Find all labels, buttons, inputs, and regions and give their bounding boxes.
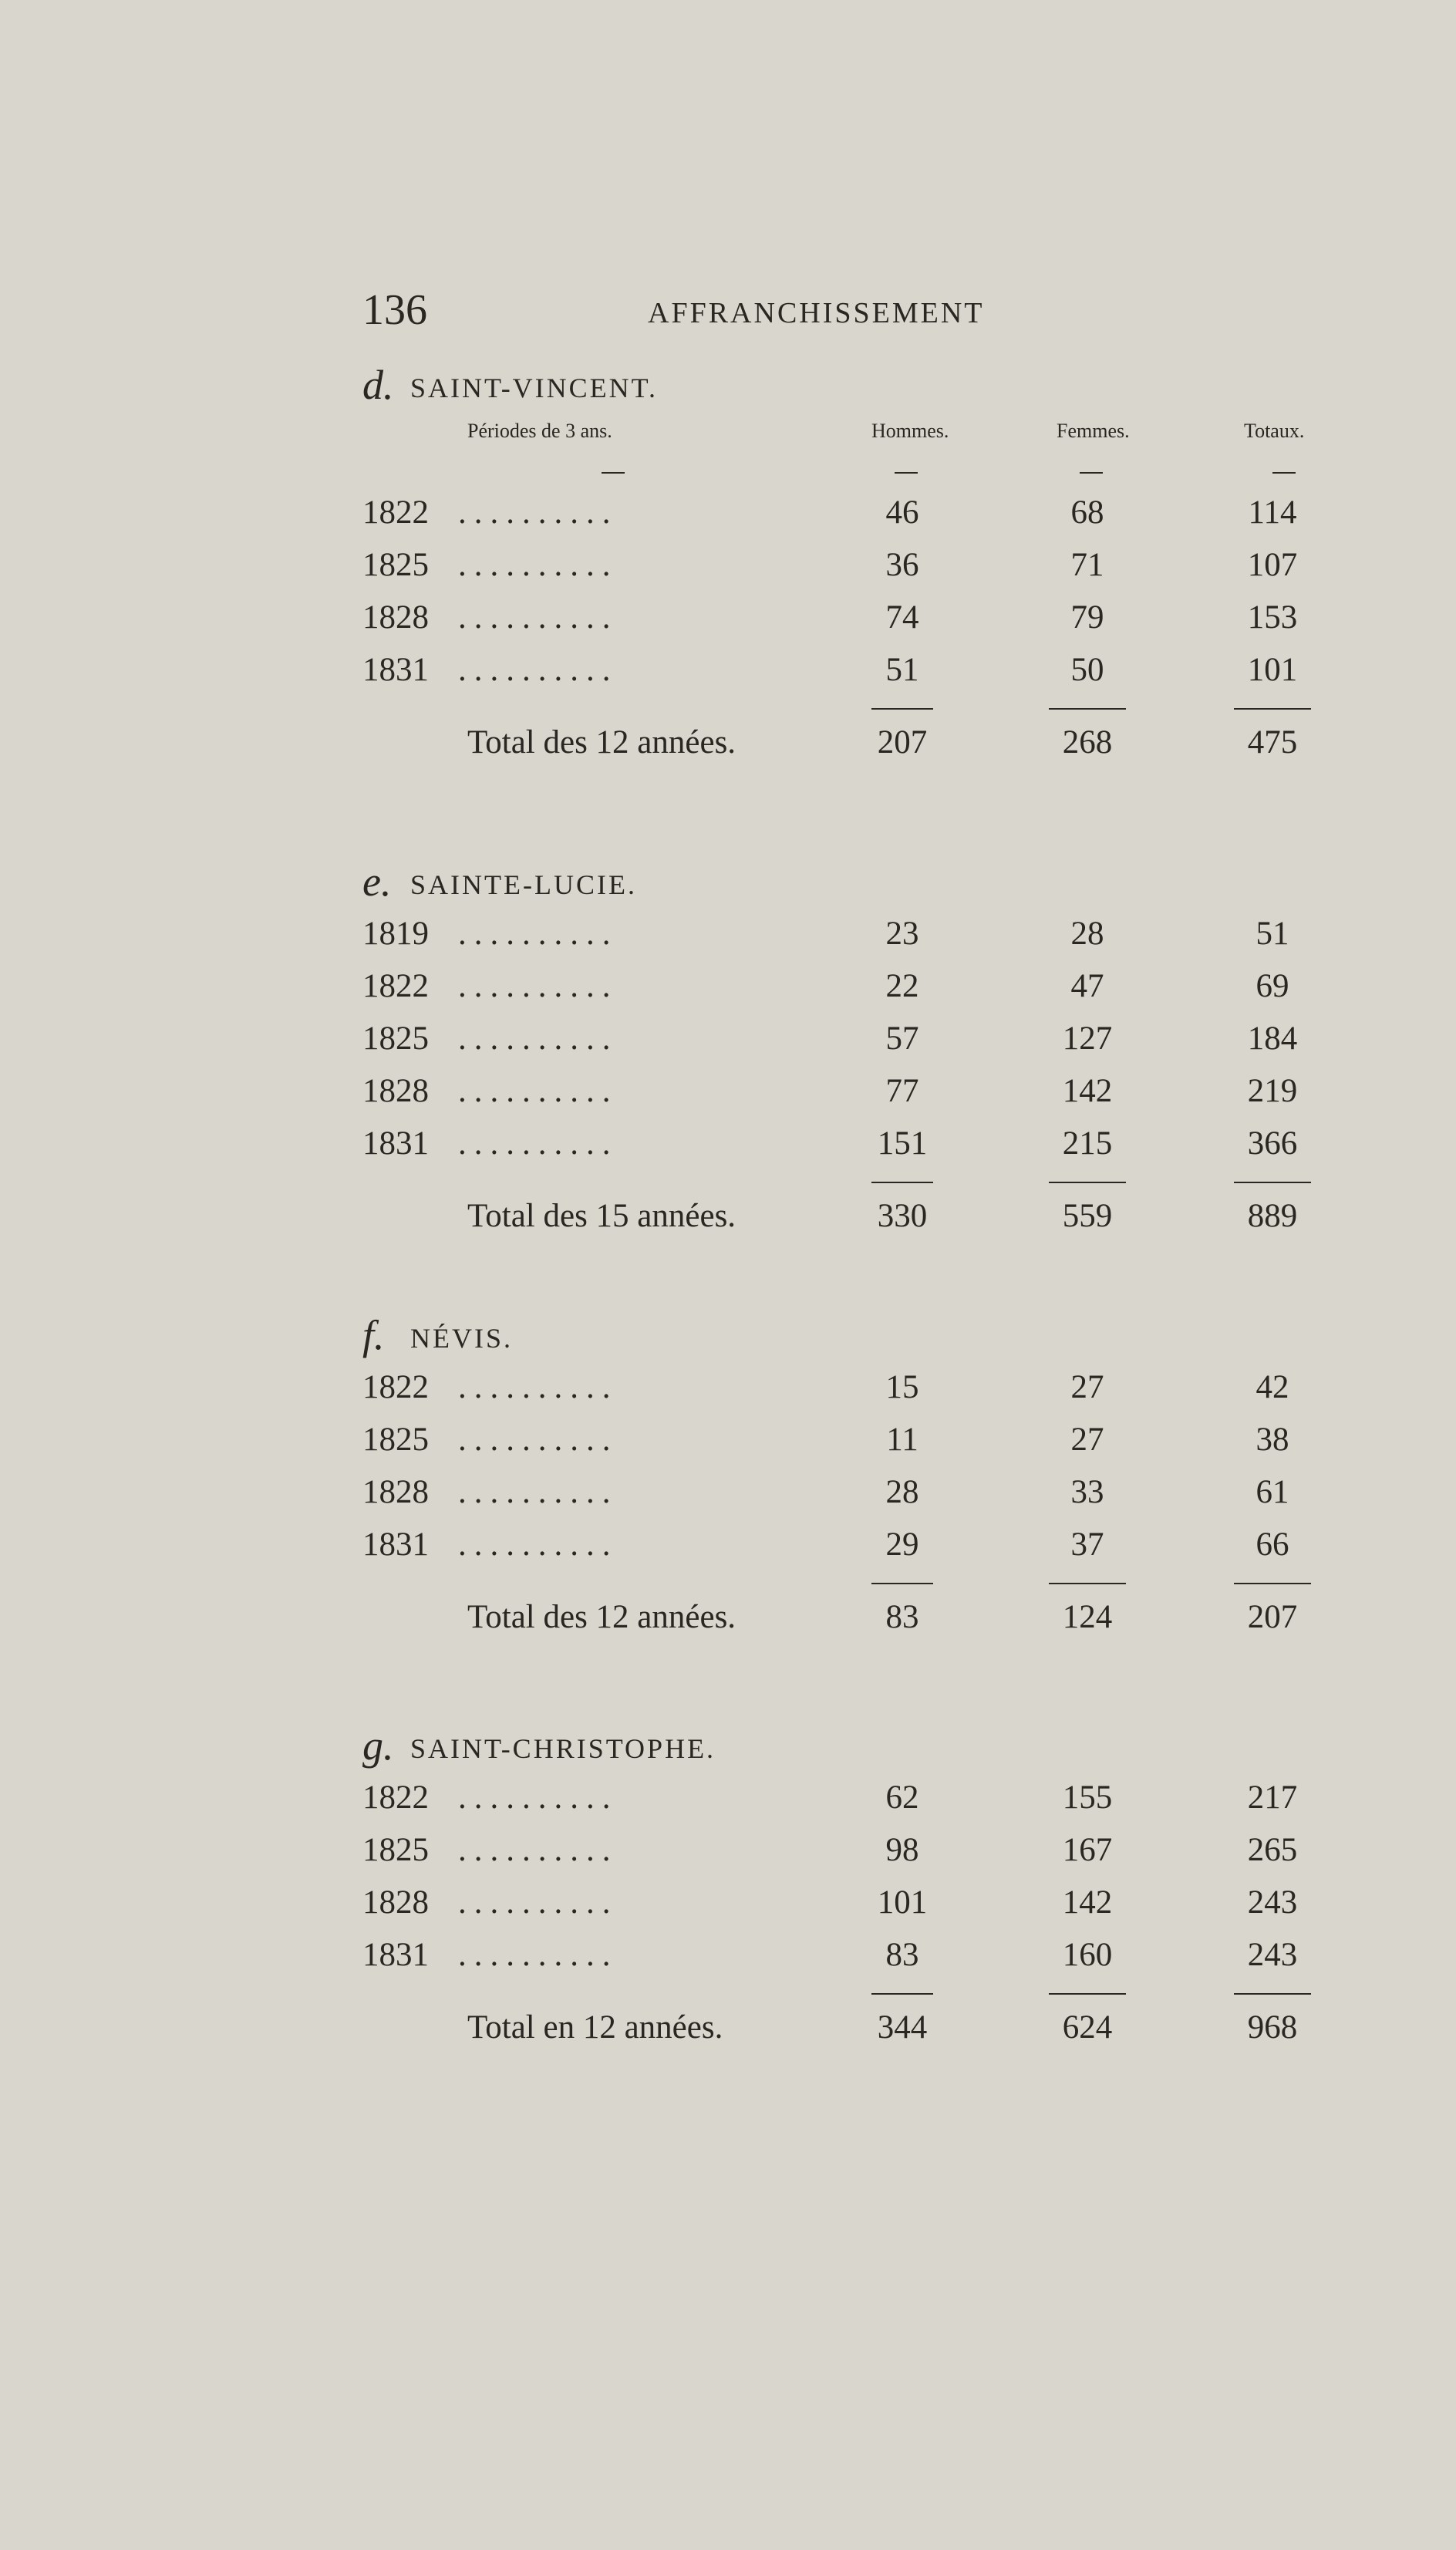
sum-rule <box>1049 1583 1126 1584</box>
year: 1831 <box>362 1125 429 1162</box>
sum-rule <box>1234 1993 1311 1995</box>
column-headers <box>362 415 1334 460</box>
sum-rule <box>871 1182 933 1183</box>
women-value: 160 <box>1062 1937 1113 1973</box>
section-nevis <box>362 1311 1334 1651</box>
women-value: 155 <box>1062 1779 1113 1816</box>
total-label: Total des 12 années. <box>467 724 736 761</box>
women-value: 142 <box>1062 1073 1113 1109</box>
year: 1825 <box>362 1832 429 1868</box>
total-men: 83 <box>885 1599 919 1635</box>
total-value: 101 <box>1247 652 1298 688</box>
total-women: 124 <box>1062 1599 1113 1635</box>
leader-dots: .......... <box>458 547 618 583</box>
total-value: 42 <box>1255 1369 1289 1405</box>
men-value: 29 <box>885 1526 919 1563</box>
table-row <box>362 964 1334 1017</box>
men-value: 83 <box>885 1937 919 1973</box>
total-women: 559 <box>1062 1198 1113 1234</box>
dash <box>895 472 918 474</box>
leader-dots: .......... <box>458 1526 618 1563</box>
men-value: 98 <box>885 1832 919 1868</box>
section-letter: f. <box>362 1312 385 1358</box>
table-row <box>362 543 1334 595</box>
leader-dots: .......... <box>458 1369 618 1405</box>
men-value: 151 <box>877 1125 928 1162</box>
year: 1828 <box>362 1474 429 1510</box>
section-name: SAINT-VINCENT. <box>410 373 658 403</box>
section-title <box>362 361 1334 415</box>
women-value: 50 <box>1070 652 1104 688</box>
table-row <box>362 1017 1334 1069</box>
total-total: 207 <box>1247 1599 1298 1635</box>
women-value: 47 <box>1070 968 1104 1004</box>
section-saint-vincent <box>362 361 1334 776</box>
dash <box>602 472 625 474</box>
section-title <box>362 1311 1334 1365</box>
women-value: 68 <box>1070 494 1104 531</box>
sum-rule <box>1234 1583 1311 1584</box>
total-value: 153 <box>1247 599 1298 636</box>
year: 1819 <box>362 916 429 952</box>
header-women: Femmes. <box>1057 420 1130 442</box>
table-row <box>362 1418 1334 1470</box>
year: 1825 <box>362 1020 429 1057</box>
men-value: 57 <box>885 1020 919 1057</box>
women-value: 27 <box>1070 1369 1104 1405</box>
leader-dots: .......... <box>458 1937 618 1973</box>
section-title <box>362 1722 1334 1776</box>
section-sainte-lucie <box>362 858 1334 1250</box>
total-value: 61 <box>1255 1474 1289 1510</box>
total-women: 624 <box>1062 2009 1113 2046</box>
year: 1828 <box>362 1073 429 1109</box>
section-letter: g. <box>362 1722 394 1769</box>
total-men: 344 <box>877 2009 928 2046</box>
sum-rule <box>871 708 933 710</box>
men-value: 77 <box>885 1073 919 1109</box>
header-dashes <box>362 460 1334 491</box>
table-row <box>362 491 1334 543</box>
leader-dots: .......... <box>458 494 618 531</box>
section-name: NÉVIS. <box>410 1323 513 1354</box>
total-value: 114 <box>1248 494 1297 531</box>
table-row <box>362 648 1334 700</box>
year: 1831 <box>362 652 429 688</box>
total-total: 475 <box>1247 724 1298 761</box>
sum-rules <box>362 1174 1334 1192</box>
section-letter: d. <box>362 362 394 408</box>
year: 1822 <box>362 968 429 1004</box>
total-value: 243 <box>1247 1884 1298 1921</box>
leader-dots: .......... <box>458 968 618 1004</box>
year: 1825 <box>362 547 429 583</box>
leader-dots: .......... <box>458 1020 618 1057</box>
men-value: 74 <box>885 599 919 636</box>
table-row <box>362 1470 1334 1523</box>
women-value: 167 <box>1062 1832 1113 1868</box>
total-value: 184 <box>1247 1020 1298 1057</box>
leader-dots: .......... <box>458 1832 618 1868</box>
women-value: 37 <box>1070 1526 1104 1563</box>
total-value: 217 <box>1247 1779 1298 1816</box>
total-value: 243 <box>1247 1937 1298 1973</box>
table-row <box>362 1828 1334 1880</box>
sum-rule <box>1049 1993 1126 1995</box>
year: 1828 <box>362 599 429 636</box>
sum-rule <box>1234 708 1311 710</box>
header-periods: Périodes de 3 ans. <box>467 420 612 442</box>
total-men: 330 <box>877 1198 928 1234</box>
women-value: 215 <box>1062 1125 1113 1162</box>
women-value: 28 <box>1070 916 1104 952</box>
sum-rules <box>362 1575 1334 1594</box>
year: 1822 <box>362 494 429 531</box>
leader-dots: .......... <box>458 652 618 688</box>
table-row <box>362 912 1334 964</box>
total-value: 69 <box>1255 968 1289 1004</box>
header-men: Hommes. <box>871 420 949 442</box>
year: 1831 <box>362 1526 429 1563</box>
leader-dots: .......... <box>458 1073 618 1109</box>
table-row <box>362 595 1334 648</box>
total-label: Total des 15 années. <box>467 1198 736 1234</box>
men-value: 51 <box>885 652 919 688</box>
running-title: AFFRANCHISSEMENT <box>648 297 985 329</box>
women-value: 71 <box>1070 547 1104 583</box>
year: 1822 <box>362 1369 429 1405</box>
year: 1825 <box>362 1422 429 1458</box>
men-value: 22 <box>885 968 919 1004</box>
men-value: 23 <box>885 916 919 952</box>
total-value: 107 <box>1247 547 1298 583</box>
total-women: 268 <box>1062 724 1113 761</box>
leader-dots: .......... <box>458 1779 618 1816</box>
leader-dots: .......... <box>458 599 618 636</box>
sum-rule <box>1049 708 1126 710</box>
leader-dots: .......... <box>458 1125 618 1162</box>
total-row <box>362 1192 1334 1250</box>
section-letter: e. <box>362 858 392 905</box>
dash <box>1080 472 1103 474</box>
sum-rule <box>1234 1182 1311 1183</box>
men-value: 28 <box>885 1474 919 1510</box>
table-row <box>362 1365 1334 1418</box>
total-value: 265 <box>1247 1832 1298 1868</box>
section-name: SAINT-CHRISTOPHE. <box>410 1733 716 1764</box>
table-row <box>362 1122 1334 1174</box>
page-header <box>362 285 1057 347</box>
men-value: 11 <box>886 1422 918 1458</box>
table-row <box>362 1880 1334 1933</box>
leader-dots: .......... <box>458 916 618 952</box>
total-value: 66 <box>1255 1526 1289 1563</box>
total-row <box>362 719 1334 776</box>
men-value: 46 <box>885 494 919 531</box>
total-row <box>362 1594 1334 1651</box>
page-number: 136 <box>362 286 427 334</box>
total-label: Total en 12 années. <box>467 2009 723 2046</box>
table-row <box>362 1523 1334 1575</box>
sum-rules <box>362 700 1334 719</box>
sum-rule <box>871 1583 933 1584</box>
men-value: 62 <box>885 1779 919 1816</box>
total-value: 38 <box>1255 1422 1289 1458</box>
total-total: 889 <box>1247 1198 1298 1234</box>
total-value: 366 <box>1247 1125 1298 1162</box>
section-saint-christophe <box>362 1722 1334 2061</box>
women-value: 27 <box>1070 1422 1104 1458</box>
leader-dots: .......... <box>458 1422 618 1458</box>
women-value: 79 <box>1070 599 1104 636</box>
leader-dots: .......... <box>458 1474 618 1510</box>
table-row <box>362 1776 1334 1828</box>
women-value: 127 <box>1062 1020 1113 1057</box>
section-title <box>362 858 1334 912</box>
year: 1831 <box>362 1937 429 1973</box>
total-row <box>362 2004 1334 2061</box>
total-total: 968 <box>1247 2009 1298 2046</box>
sum-rule <box>871 1993 933 1995</box>
sum-rule <box>1049 1182 1126 1183</box>
women-value: 33 <box>1070 1474 1104 1510</box>
total-value: 51 <box>1255 916 1289 952</box>
total-label: Total des 12 années. <box>467 1599 736 1635</box>
table-row <box>362 1069 1334 1122</box>
women-value: 142 <box>1062 1884 1113 1921</box>
total-value: 219 <box>1247 1073 1298 1109</box>
year: 1822 <box>362 1779 429 1816</box>
leader-dots: .......... <box>458 1884 618 1921</box>
men-value: 15 <box>885 1369 919 1405</box>
dash <box>1272 472 1296 474</box>
section-name: SAINTE-LUCIE. <box>410 869 637 900</box>
header-totals: Totaux. <box>1244 420 1305 442</box>
total-men: 207 <box>877 724 928 761</box>
men-value: 36 <box>885 547 919 583</box>
table-row <box>362 1933 1334 1985</box>
sum-rules <box>362 1985 1334 2004</box>
men-value: 101 <box>877 1884 928 1921</box>
year: 1828 <box>362 1884 429 1921</box>
